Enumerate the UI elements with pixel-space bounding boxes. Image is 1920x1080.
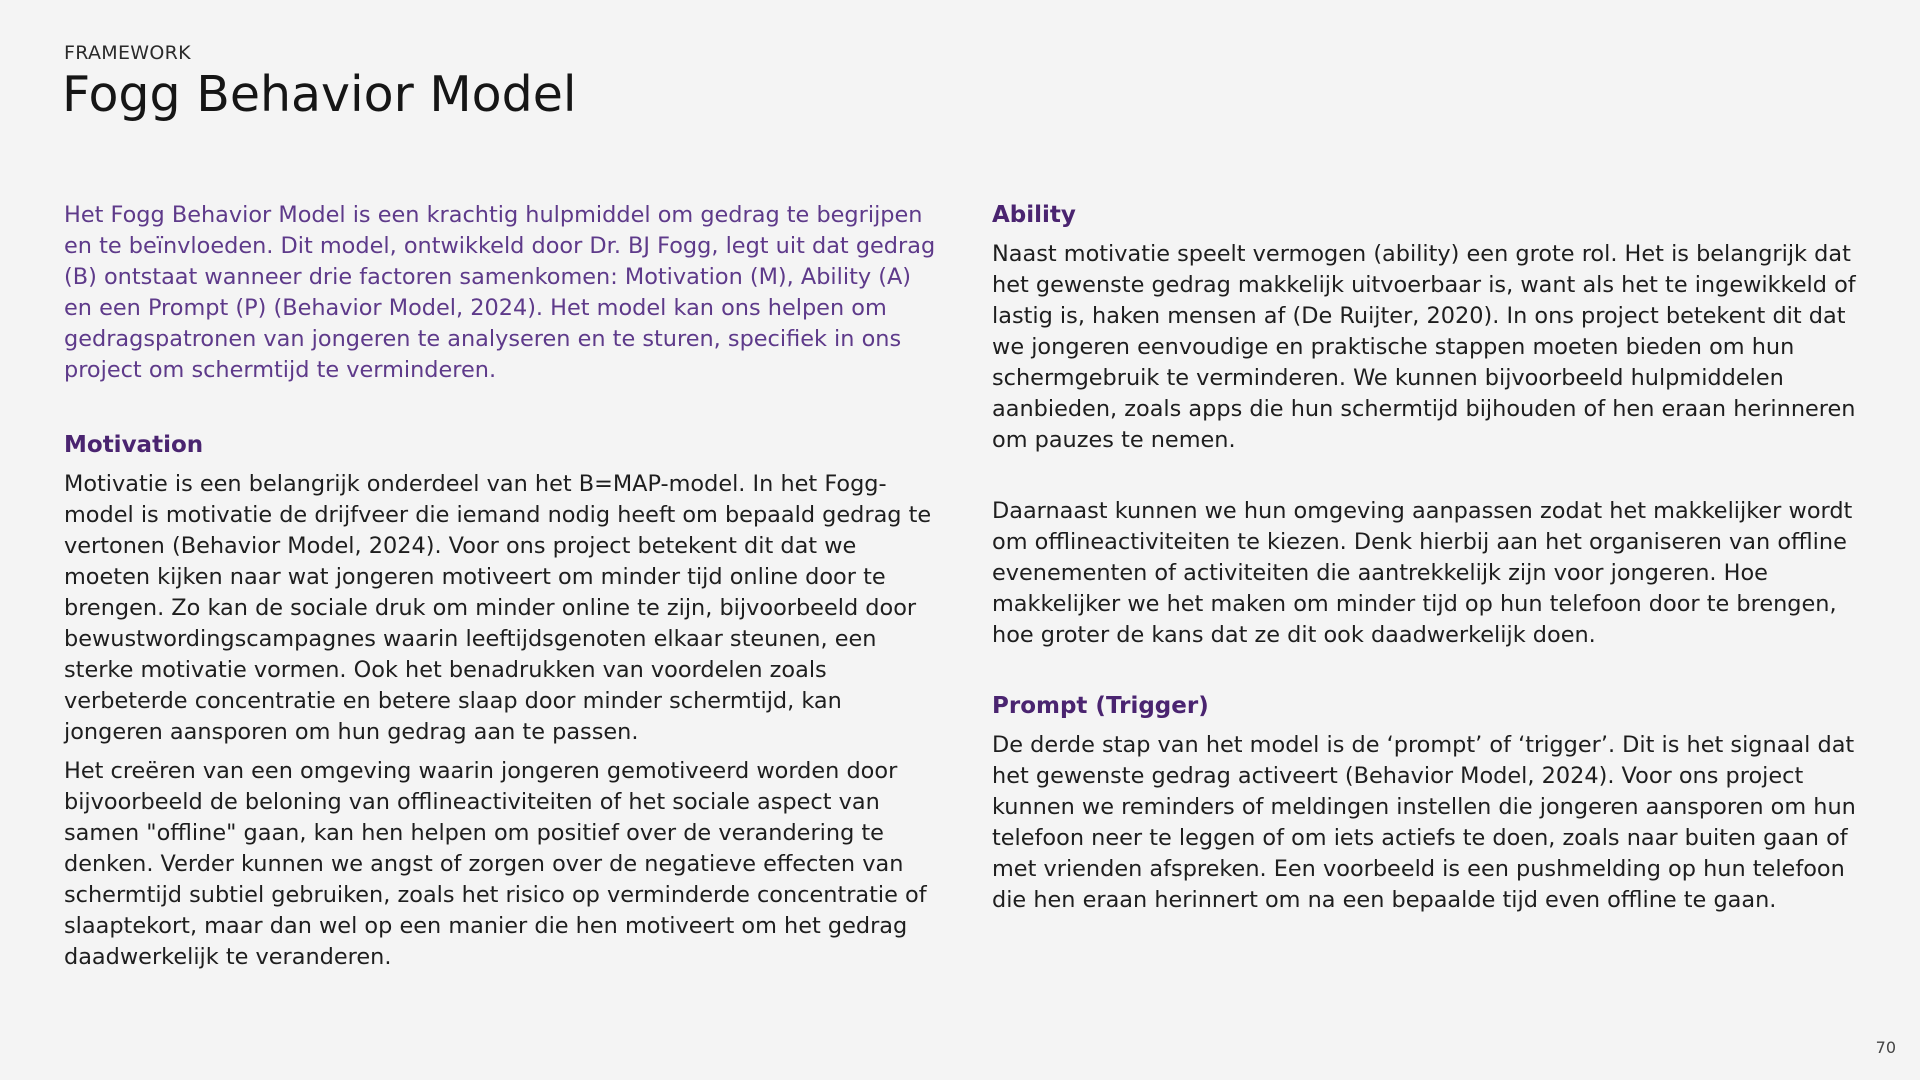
page-number: 70 (1875, 1038, 1896, 1057)
left-column (64, 200, 944, 973)
page-title: Fogg Behavior Model (62, 66, 577, 123)
right-column (992, 200, 1872, 916)
section-label: FRAMEWORK (64, 42, 191, 64)
motivation-heading: Motivation (64, 432, 204, 458)
ability-paragraph-1: Naast motivatie speelt vermogen (ability) een grote rol. Het is belangrijk dat het gewenste gedrag makkelijk uitvoerbaar is, want als het te ingewikkeld of lastig is, haken mensen af (De Ruijter, 2020). In ons project betekent dit dat we jongeren eenvoudige en praktische stappen moeten bieden om hun schermgebruik te verminderen. We kunnen bijvoorbeeld hulpmiddelen aanbieden, zoals apps die hun schermtijd bijhouden of hen eraan herinneren om pauzes te nemen. (992, 241, 1856, 453)
prompt-paragraph: De derde stap van het model is de ‘prompt’ of ‘trigger’. Dit is het signaal dat het gewenste gedrag activeert (Behavior Model, 2024). Voor ons project kunnen we reminders of meldingen instellen die jongeren aansporen om hun telefoon neer te leggen of om iets actiefs te doen, zoals naar buiten gaan of met vrienden afspreken. Een voorbeeld is een pushmelding op hun telefoon die hen eraan herinnert om na een bepaalde tijd even offline te gaan. (992, 732, 1856, 913)
intro-paragraph: Het Fogg Behavior Model is een krachtig hulpmiddel om gedrag te begrijpen en te beïnvloeden. Dit model, ontwikkeld door Dr. BJ Fogg, legt uit dat gedrag (B) ontstaat wanneer drie factoren samenkomen: Motivation (M), Ability (A) en een Prompt (P) (Behavior Model, 2024). Het model kan ons helpen om gedragspatronen van jongeren te analyseren en te sturen, specifiek in ons project om schermtijd te verminderen. (64, 202, 936, 383)
ability-paragraph-2: Daarnaast kunnen we hun omgeving aanpassen zodat het makkelijker wordt om offlineactiviteiten te kiezen. Denk hierbij aan het organiseren van offline evenementen of activiteiten die aantrekkelijk zijn voor jongeren. Hoe makkelijker we het maken om minder tijd op hun telefoon door te brengen, hoe groter de kans dat ze dit ook daadwerkelijk doen. (992, 498, 1853, 648)
ability-heading: Ability (992, 202, 1076, 228)
motivation-paragraph-1: Motivatie is een belangrijk onderdeel van het B=MAP-model. In het Fogg-model is motivatie de drijfveer die iemand nodig heeft om bepaald gedrag te vertonen (Behavior Model, 2024). Voor ons project betekent dit dat we moeten kijken naar wat jongeren motiveert om minder tijd online door te brengen. Zo kan de sociale druk om minder online te zijn, bijvoorbeeld door bewustwordingscampagnes waarin leeftijdsgenoten elkaar steunen, een sterke motivatie vormen. Ook het benadrukken van voordelen zoals verbeterde concentratie en betere slaap door minder schermtijd, kan jongeren aansporen om hun gedrag aan te passen. (64, 471, 932, 745)
motivation-paragraph-2: Het creëren van een omgeving waarin jongeren gemotiveerd worden door bijvoorbeeld de beloning van offlineactiviteiten of het sociale aspect van samen "offline" gaan, kan hen helpen om positief over de verandering te denken. Verder kunnen we angst of zorgen over de negatieve effecten van schermtijd subtiel gebruiken, zoals het risico op verminderde concentratie of slaaptekort, maar dan wel op een manier die hen motiveert om het gedrag daadwerkelijk te veranderen. (64, 758, 927, 970)
prompt-heading: Prompt (Trigger) (992, 693, 1209, 719)
